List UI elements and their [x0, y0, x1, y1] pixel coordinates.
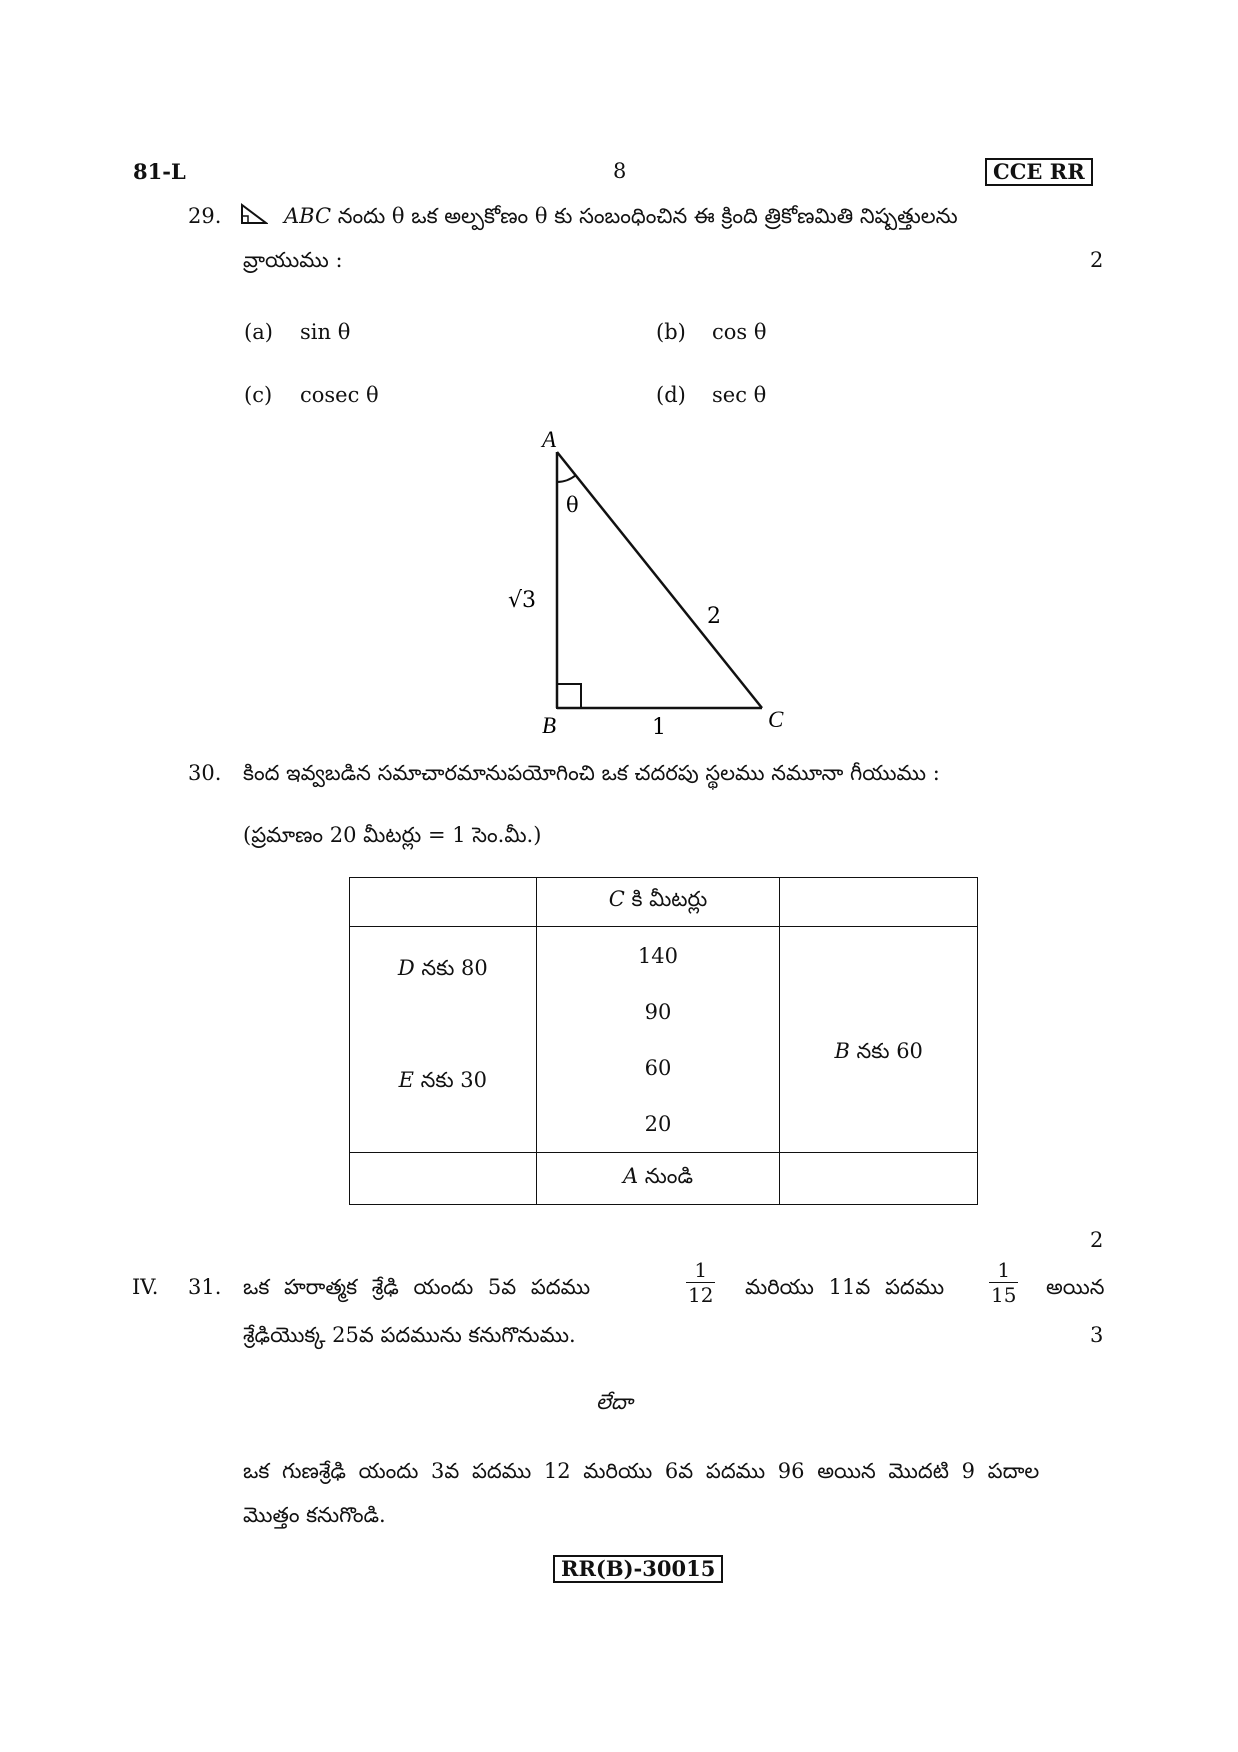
entry-b: B నకు 60 — [834, 1038, 923, 1063]
table-cell-empty — [350, 1153, 537, 1205]
fraction-1-12: $\frac{1}{12}$ — [688, 1258, 714, 1307]
label-theta: θ — [566, 493, 579, 517]
section-iv: IV. — [132, 1275, 159, 1299]
option-c-label: (c) — [244, 383, 273, 407]
value-140: 140 — [637, 943, 679, 968]
label-side-ac: 2 — [707, 604, 721, 629]
q30-number: 30. — [188, 761, 222, 785]
q31-text3: అయిన — [1046, 1275, 1105, 1299]
label-a: A — [542, 427, 557, 452]
label-b: B — [542, 713, 557, 738]
option-b-label: (b) — [656, 320, 686, 344]
table-cell-empty — [780, 878, 978, 927]
entry-e: E నకు 30 — [398, 1067, 487, 1092]
option-a-text: sin θ — [300, 320, 351, 344]
option-d-text: sec θ — [712, 383, 767, 407]
q31-text1: ఒక హరాత్మక శ్రేఢి యందు 5వ పదము — [243, 1275, 591, 1299]
footer-code: RR(B)-30015 — [553, 1555, 723, 1583]
page-number: 8 — [613, 159, 627, 183]
side-ac — [557, 452, 762, 708]
q31-text2: మరియు 11వ పదము — [745, 1275, 945, 1299]
option-b-text: cos θ — [712, 320, 767, 344]
q30-scale: (ప్రమాణం 20 మీటర్లు = 1 సెం.మీ.) — [243, 823, 542, 847]
triangle-figure — [500, 425, 820, 745]
q30-table — [349, 877, 978, 1205]
q29-abc: ABC — [284, 204, 332, 228]
label-sqrt3: √3 — [508, 588, 537, 613]
q29-line1 — [284, 204, 958, 234]
label-side-bc: 1 — [652, 715, 666, 740]
q29-marks: 2 — [1090, 248, 1104, 272]
table-center-values — [536, 927, 780, 1153]
value-90: 90 — [644, 999, 672, 1024]
entry-d: D నకు 80 — [397, 955, 488, 980]
option-c-text: cosec θ — [300, 383, 379, 407]
table-cell-empty — [350, 878, 537, 927]
q31-marks: 3 — [1090, 1323, 1104, 1347]
option-a-label: (a) — [244, 320, 273, 344]
label-c: C — [768, 707, 784, 732]
q31-number: 31. — [188, 1275, 222, 1299]
q31-line2: శ్రేఢియొక్క 25వ పదమును కనుగొనుము. — [243, 1323, 576, 1347]
header-box: CCE RR — [985, 158, 1093, 186]
q29-number: 29. — [188, 204, 222, 228]
q29-text: నందు θ ఒక అల్పకోణం θ కు సంబంధించిన ఈ క్రింది త్రికోణమితి నిష్పత్తులను — [331, 204, 958, 228]
right-angle-mark — [557, 684, 581, 708]
or-label: లేదా — [596, 1390, 633, 1414]
fraction-1-15: $\frac{1}{15}$ — [991, 1258, 1017, 1307]
q30-text: కింద ఇవ్వబడిన సమాచారమానుపయోగించి ఒక చదరపు స్థలము నమూనా గీయుము : — [243, 761, 940, 785]
q31-alt-line1: ఒక గుణశ్రేఢి యందు 3వ పదము 12 మరియు 6వ పదము 96 అయిన మొదటి 9 పదాల — [243, 1459, 1040, 1483]
table-header-c: C కి మీటర్లు — [536, 878, 780, 927]
q30-marks: 2 — [1090, 1228, 1104, 1252]
q31-alt-line2: మొత్తం కనుగొండి. — [243, 1503, 386, 1527]
value-60: 60 — [644, 1055, 672, 1080]
value-20: 20 — [644, 1111, 672, 1136]
table-left-entries — [350, 927, 537, 1153]
paper-code: 81-L — [133, 159, 186, 184]
table-footer-a: A నుండి — [536, 1153, 780, 1205]
angle-arc — [557, 475, 576, 482]
table-right-entry — [780, 927, 978, 1153]
table-cell-empty — [780, 1153, 978, 1205]
q29-line2: వ్రాయుము : — [243, 248, 343, 272]
option-d-label: (d) — [656, 383, 686, 407]
triangle-icon — [240, 203, 268, 225]
